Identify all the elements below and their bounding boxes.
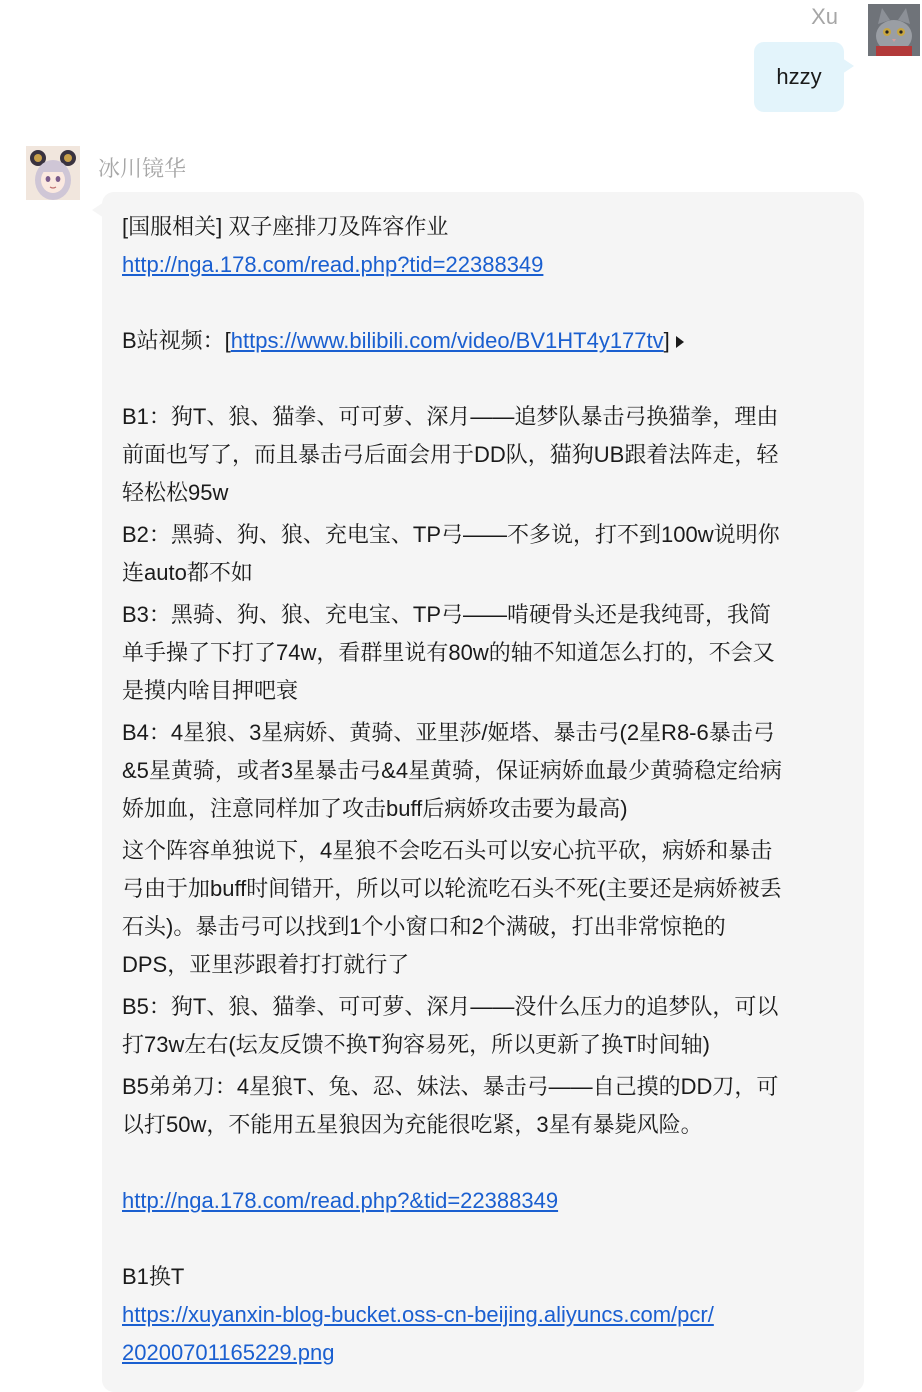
message-line: B2：黑骑、狗、狼、充电宝、TP弓——不多说，打不到100w说明你 — [122, 522, 780, 547]
message-line: 前面也写了，而且暴击弓后面会用于DD队，猫狗UB跟着法阵走，轻 — [122, 442, 779, 467]
blank-line — [122, 1220, 844, 1258]
cat-avatar-icon — [868, 4, 920, 56]
message-line: DPS，亚里莎跟着打打就行了 — [122, 952, 410, 977]
message-line: B1：狗T、狼、猫拳、可可萝、深月——追梦队暴击弓换猫拳，理由 — [122, 404, 779, 429]
message-line: B5弟弟刀：4星狼T、兔、忍、妹法、暴击弓——自己摸的DD刀，可 — [122, 1074, 779, 1099]
play-triangle-icon[interactable] — [676, 336, 684, 348]
message-line — [122, 1296, 844, 1334]
video-prefix: B站视频：[ — [122, 328, 231, 353]
message-line: 以打50w，不能用五星狼因为充能很吃紧，3星有暴毙风险。 — [122, 1112, 703, 1137]
incoming-avatar[interactable] — [26, 146, 80, 200]
incoming-sender-name: 冰川镜华 — [98, 156, 187, 181]
outgoing-avatar[interactable] — [868, 4, 920, 56]
message-line — [122, 1334, 844, 1372]
message-line: 连auto都不如 — [122, 560, 253, 585]
message-line: B4：4星狼、3星病娇、黄骑、亚里莎/姬塔、暴击弓(2星R8-6暴击弓 — [122, 720, 775, 745]
bilibili-video-link[interactable]: https://www.bilibili.com/video/BV1HT4y177tv — [230, 328, 664, 353]
message-line: B3：黑骑、狗、狼、充电宝、TP弓——啃硬骨头还是我纯哥，我简 — [122, 602, 772, 627]
nga-thread-link-2[interactable]: http://nga.178.com/read.php?&tid=22388349 — [122, 1188, 559, 1213]
message-line: [国服相关] 双子座排刀及阵容作业 — [122, 214, 449, 239]
message-line: 打73w左右(坛友反馈不换T狗容易死，所以更新了换T时间轴) — [122, 1032, 710, 1057]
blank-line — [122, 1144, 844, 1182]
message-line: 娇加血，注意同样加了攻击buff后病娇攻击要为最高) — [122, 796, 628, 821]
message-line: 石头)。暴击弓可以找到1个小窗口和2个满破，打出非常惊艳的 — [122, 914, 726, 939]
message-line — [122, 322, 844, 360]
message-line: B1换T — [122, 1264, 185, 1289]
outgoing-message-text: hzzy — [776, 64, 822, 89]
message-line: B5：狗T、狼、猫拳、可可萝、深月——没什么压力的追梦队，可以 — [122, 994, 779, 1019]
message-line: 弓由于加buff时间错开，所以可以轮流吃石头不死(主要还是病娇被丢 — [122, 876, 782, 901]
outgoing-sender-name: Xu — [811, 4, 838, 29]
message-line — [122, 246, 844, 284]
message-line — [122, 1182, 844, 1220]
message-line: 是摸内啥目押吧衰 — [122, 678, 299, 703]
nga-thread-link[interactable]: http://nga.178.com/read.php?tid=22388349 — [122, 252, 544, 277]
outgoing-message-bubble[interactable] — [754, 42, 844, 112]
anime-girl-avatar-icon — [26, 146, 80, 200]
message-line: &5星黄骑，或者3星暴击弓&4星黄骑，保证病娇血最少黄骑稳定给病 — [122, 758, 783, 783]
message-line: 这个阵容单独说下，4星狼不会吃石头可以安心抗平砍，病娇和暴击 — [122, 838, 773, 863]
incoming-message-bubble[interactable] — [102, 192, 864, 1392]
image-url-link-continued[interactable]: 20200701165229.png — [122, 1340, 335, 1365]
image-url-link[interactable]: https://xuyanxin-blog-bucket.oss-cn-beijing.aliyuncs.com/pcr/ — [122, 1302, 714, 1327]
message-line: 单手操了下打了74w，看群里说有80w的轴不知道怎么打的，不会又 — [122, 640, 775, 665]
blank-line — [122, 360, 844, 398]
video-suffix: ] — [663, 328, 670, 353]
message-line: 轻松松95w — [122, 480, 229, 505]
blank-line — [122, 284, 844, 322]
